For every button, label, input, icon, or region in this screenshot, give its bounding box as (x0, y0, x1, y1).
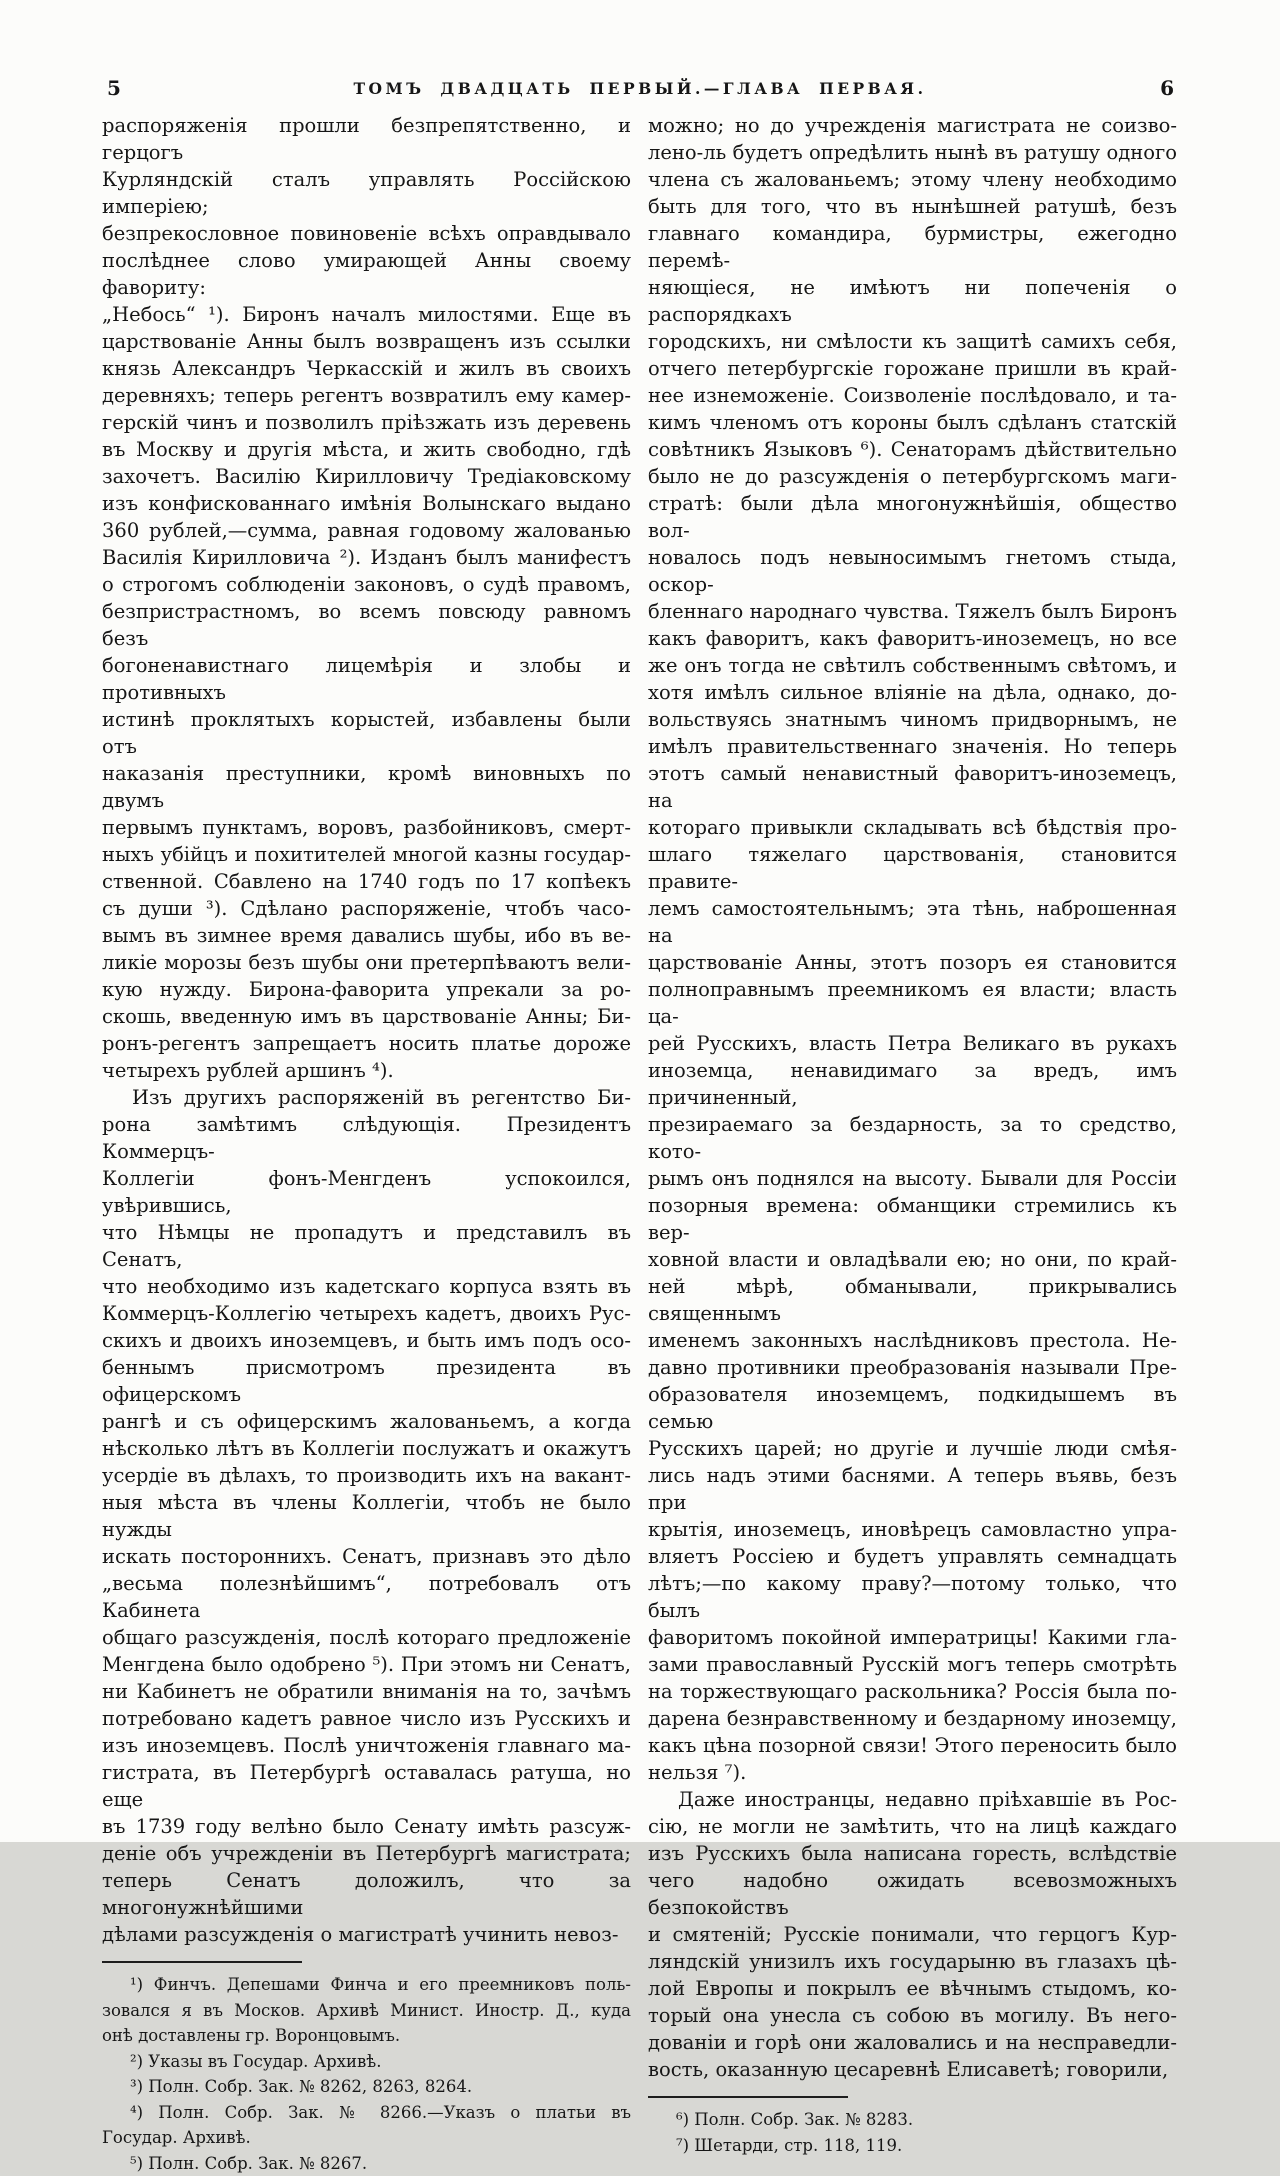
page-number-right: 6 (1160, 76, 1174, 100)
text-line: въ 1739 году велѣно было Сенату имѣть разсуж- (102, 1813, 631, 1840)
paragraph (102, 112, 631, 1084)
text-line: что необходимо изъ кадетскаго корпуса взять въ (102, 1273, 631, 1300)
footnote (102, 2100, 631, 2151)
text-line: иноземца, ненавидимаго за вредъ, имъ причиненный, (648, 1057, 1177, 1111)
text-line: ни Кабинетъ не обратили вниманія на то, зачѣмъ (102, 1678, 631, 1705)
left-footnotes (102, 1972, 631, 2176)
right-footnote-rule (648, 2096, 848, 2098)
text-line: Курляндскій сталъ управлять Россійскою имперіею; (102, 166, 631, 220)
text-line: на торжествующаго раскольника? Россія была по- (648, 1678, 1177, 1705)
text-line: послѣднее слово умирающей Анны своему фавориту: (102, 247, 631, 301)
text-line: хотя имѣлъ сильное вліяніе на дѣла, однако, до- (648, 679, 1177, 706)
text-line: шлаго тяжелаго царствованія, становится правите- (648, 841, 1177, 895)
text-line: новалось подъ невыносимымъ гнетомъ стыда, оскор- (648, 544, 1177, 598)
text-line: имѣлъ правительственнаго значенія. Но теперь (648, 733, 1177, 760)
text-line: онѣ доставлены гр. Воронцовымъ. (102, 2023, 631, 2049)
text-line: полноправнымъ преемникомъ ея власти; власть ца- (648, 976, 1177, 1030)
text-line: образователя иноземцемъ, подкидышемъ въ семью (648, 1381, 1177, 1435)
text-line: вольствуясь знатнымъ чиномъ придворнымъ, не (648, 706, 1177, 733)
text-line: лись надъ этими баснями. А теперь въявь, безъ при (648, 1462, 1177, 1516)
text-line: Изъ другихъ распоряженій въ регентство Би- (102, 1084, 631, 1111)
text-line: вымъ въ зимнее время давались шубы, ибо въ ве- (102, 922, 631, 949)
text-line: ликіе морозы безъ шубы они претерпѣваютъ вели- (102, 949, 631, 976)
footnote (648, 2133, 1177, 2159)
text-line: изъ конфискованнаго имѣнія Волынскаго выдано (102, 490, 631, 517)
text-line: главнаго командира, бурмистры, ежегодно перемѣ- (648, 220, 1177, 274)
text-columns (102, 112, 1177, 2176)
text-line: нѣсколько лѣтъ въ Коллегіи послужатъ и окажутъ (102, 1435, 631, 1462)
text-line: няющіеся, не имѣютъ ни попеченія о распорядкахъ (648, 274, 1177, 328)
text-line: лой Европы и покрылъ ее вѣчнымъ стыдомъ, ко- (648, 1975, 1177, 2002)
text-line: рона замѣтимъ слѣдующія. Президентъ Коммерцъ- (102, 1111, 631, 1165)
text-line: отчего петербургскіе горожане пришли въ край- (648, 355, 1177, 382)
text-line: 360 рублей,—сумма, равная годовому жалованью (102, 517, 631, 544)
text-line: „Небось“ ¹). Биронъ началъ милостями. Еще въ (102, 301, 631, 328)
text-line: Даже иностранцы, недавно пріѣхавшіе въ Рос- (648, 1786, 1177, 1813)
footnote (102, 2074, 631, 2100)
text-line: Василія Кирилловича ²). Изданъ былъ манифестъ (102, 544, 631, 571)
text-line: съ души ³). Сдѣлано распоряженіе, чтобъ часо- (102, 895, 631, 922)
text-line: о строгомъ соблюденіи законовъ, о судѣ правомъ, (102, 571, 631, 598)
text-line: ней мѣрѣ, обманывали, прикрывались священнымъ (648, 1273, 1177, 1327)
text-line: совѣтникъ Языковъ ⁶). Сенаторамъ дѣйствительно (648, 436, 1177, 463)
text-line: Русскихъ царей; но другіе и лучшіе люди смѣя- (648, 1435, 1177, 1462)
text-line: крытія, иноземецъ, иновѣрецъ самовластно упра- (648, 1516, 1177, 1543)
text-line: вость, оказанную цесаревнѣ Елисаветѣ; говорили, (648, 2056, 1177, 2083)
text-line: какъ фаворитъ, какъ фаворитъ-иноземецъ, но все (648, 625, 1177, 652)
text-line: герскій чинъ и позволилъ пріѣзжать изъ деревень (102, 409, 631, 436)
text-line: члена съ жалованьемъ; этому члену необходимо (648, 166, 1177, 193)
text-line: было не до разсужденія о петербургскомъ маги- (648, 463, 1177, 490)
text-line: царствованіе Анны былъ возвращенъ изъ ссылки (102, 328, 631, 355)
footnote (102, 1972, 631, 2049)
text-line: ⁴) Полн. Собр. Зак. № 8266.—Указъ о платьи въ (102, 2100, 631, 2126)
text-line: Государ. Архивѣ. (102, 2125, 631, 2151)
text-line: истинѣ проклятыхъ корыстей, избавлены были отъ (102, 706, 631, 760)
left-column-body (102, 112, 631, 1948)
text-line: четырехъ рублей аршинъ ⁴). (102, 1057, 631, 1084)
text-line: этотъ самый ненавистный фаворитъ-иноземецъ, на (648, 760, 1177, 814)
text-line: наказанія преступники, кромѣ виновныхъ по двумъ (102, 760, 631, 814)
text-line: ³) Полн. Собр. Зак. № 8262, 8263, 8264. (102, 2074, 631, 2100)
text-line: беннымъ присмотромъ президента въ офицерскомъ (102, 1354, 631, 1408)
text-line: кую нужду. Бирона-фаворита упрекали за ро- (102, 976, 631, 1003)
text-line: ⁶) Полн. Собр. Зак. № 8283. (648, 2107, 1177, 2133)
text-line: рангѣ и съ офицерскимъ жалованьемъ, а когда (102, 1408, 631, 1435)
text-line: кимъ членомъ отъ короны былъ сдѣланъ статскій (648, 409, 1177, 436)
text-line: какъ цѣна позорной связи! Этого переносить было (648, 1732, 1177, 1759)
text-line: дѣлами разсужденія о магистратѣ учинить невоз- (102, 1921, 631, 1948)
text-line: ⁷) Шетарди, стр. 118, 119. (648, 2133, 1177, 2159)
text-line: изъ иноземцевъ. Послѣ уничтоженія главнаго ма- (102, 1732, 631, 1759)
text-line: и смятеній; Русскіе понимали, что герцогъ Кур- (648, 1921, 1177, 1948)
text-line: сію, не могли не замѣтить, что на лицѣ каждаго (648, 1813, 1177, 1840)
text-line: рей Русскихъ, власть Петра Великаго въ рукахъ (648, 1030, 1177, 1057)
footnote (102, 2151, 631, 2176)
text-line: презираемаго за бездарность, за то средство, кото- (648, 1111, 1177, 1165)
text-line: распоряженія прошли безпрепятственно, и герцогъ (102, 112, 631, 166)
right-column (648, 112, 1177, 2176)
text-line: первымъ пунктамъ, воровъ, разбойниковъ, смерт- (102, 814, 631, 841)
text-line: скошь, введенную имъ въ царствованіе Анны; Би- (102, 1003, 631, 1030)
text-line: общаго разсужденія, послѣ котораго предложеніе (102, 1624, 631, 1651)
text-line: скихъ и двоихъ иноземцевъ, и быть имъ подъ осо- (102, 1327, 631, 1354)
text-line: „весьма полезнѣйшимъ“, потребовалъ отъ Кабинета (102, 1570, 631, 1624)
text-line: въ Москву и другія мѣста, и жить свободно, гдѣ (102, 436, 631, 463)
text-line: дованіи и горѣ они жаловались и на несправедли- (648, 2029, 1177, 2056)
text-line: ¹) Финчъ. Депешами Финча и его преемниковъ поль- (102, 1972, 631, 1998)
text-line: Коллегіи фонъ-Менгденъ успокоился, увѣрившись, (102, 1165, 631, 1219)
text-line: лѣтъ;—по какому праву?—потому только, что былъ (648, 1570, 1177, 1624)
text-line: изъ Русскихъ была написана горесть, вслѣдствіе (648, 1840, 1177, 1867)
text-line: ховной власти и овладѣвали ею; но они, по край- (648, 1246, 1177, 1273)
page-header (0, 76, 1280, 102)
footnote (648, 2107, 1177, 2133)
text-line: торый она унесла съ собою въ могилу. Въ него- (648, 2002, 1177, 2029)
text-line: котораго привыкли складывать всѣ бѣдствія про- (648, 814, 1177, 841)
text-line: ⁵) Полн. Собр. Зак. № 8267. (102, 2151, 631, 2176)
text-line: бленнаго народнаго чувства. Тяжелъ былъ Биронъ (648, 598, 1177, 625)
running-title: ТОМЪ ДВАДЦАТЬ ПЕРВЫЙ.—ГЛАВА ПЕРВАЯ. (0, 79, 1280, 98)
text-line: стратѣ: были дѣла многонужнѣйшія, общество вол- (648, 490, 1177, 544)
paragraph (102, 1084, 631, 1948)
text-line: лено-ль будетъ опредѣлить нынѣ въ ратушу одного (648, 139, 1177, 166)
text-line: же онъ тогда не свѣтилъ собственнымъ свѣтомъ, и (648, 652, 1177, 679)
paragraph (648, 1786, 1177, 2083)
text-line: деревняхъ; теперь регентъ возвратилъ ему камер- (102, 382, 631, 409)
text-line: можно; но до учрежденія магистрата не соизво- (648, 112, 1177, 139)
text-line: давно противники преобразованія называли Пре- (648, 1354, 1177, 1381)
right-footnotes (648, 2107, 1177, 2158)
text-line: усердіе въ дѣлахъ, то производить ихъ на вакант- (102, 1462, 631, 1489)
text-line: лемъ самостоятельнымъ; эта тѣнь, наброшенная на (648, 895, 1177, 949)
text-line: Коммерцъ-Коллегію четырехъ кадетъ, двоихъ Рус- (102, 1300, 631, 1327)
text-line: теперь Сенатъ доложилъ, что за многонужнѣйшими (102, 1867, 631, 1921)
text-line: безпрекословное повиновеніе всѣхъ оправдывало (102, 220, 631, 247)
text-line: позорныя времена: обманщики стремились къ вер- (648, 1192, 1177, 1246)
text-line: зами православный Русскій могъ теперь смотрѣть (648, 1651, 1177, 1678)
text-line: чего надобно ожидать всевозможныхъ безпокойствъ (648, 1867, 1177, 1921)
text-line: ронъ-регентъ запрещаетъ носить платье дороже (102, 1030, 631, 1057)
text-line: искать постороннихъ. Сенатъ, признавъ это дѣло (102, 1543, 631, 1570)
text-line: зовался я въ Москов. Архивѣ Минист. Иностр. Д., куда (102, 1998, 631, 2024)
text-line: дарена безнравственному и бездарному иноземцу, (648, 1705, 1177, 1732)
text-line: фаворитомъ покойной императрицы! Какими гла- (648, 1624, 1177, 1651)
text-line: ляндскій унизилъ ихъ государыню въ глазахъ цѣ- (648, 1948, 1177, 1975)
text-line: гистрата, въ Петербургѣ оставалась ратуша, но еще (102, 1759, 631, 1813)
left-footnote-rule (102, 1961, 302, 1963)
text-line: князь Александръ Черкасскій и жилъ въ своихъ (102, 355, 631, 382)
text-line: захочетъ. Василію Кирилловичу Тредіаковскому (102, 463, 631, 490)
text-line: ственной. Сбавлено на 1740 годъ по 17 копѣекъ (102, 868, 631, 895)
text-line: вляетъ Россіею и будетъ управлять семнадцать (648, 1543, 1177, 1570)
text-line: деніе объ учрежденіи въ Петербургѣ магистрата; (102, 1840, 631, 1867)
text-line: рымъ онъ поднялся на высоту. Бывали для Россіи (648, 1165, 1177, 1192)
text-line: богоненавистнаго лицемѣрія и злобы и противныхъ (102, 652, 631, 706)
right-column-body (648, 112, 1177, 2083)
text-line: потребовано кадетъ равное число изъ Русскихъ и (102, 1705, 631, 1732)
text-line: быть для того, что въ нынѣшней ратушѣ, безъ (648, 193, 1177, 220)
text-line: нее изнеможеніе. Соизволеніе послѣдовало, и та- (648, 382, 1177, 409)
text-line: безпристрастномъ, во всемъ повсюду равномъ безъ (102, 598, 631, 652)
left-column (102, 112, 631, 2176)
text-line: ныя мѣста въ члены Коллегіи, чтобъ не было нужды (102, 1489, 631, 1543)
text-line: Менгдена было одобрено ⁵). При этомъ ни Сенатъ, (102, 1651, 631, 1678)
text-line: нельзя ⁷). (648, 1759, 1177, 1786)
text-line: именемъ законныхъ наслѣдниковъ престола. Не- (648, 1327, 1177, 1354)
text-line: ²) Указы въ Государ. Архивѣ. (102, 2049, 631, 2075)
text-line: городскихъ, ни смѣлости къ защитѣ самихъ себя, (648, 328, 1177, 355)
paragraph (648, 112, 1177, 1786)
text-line: царствованіе Анны, этотъ позоръ ея становится (648, 949, 1177, 976)
page-number-left: 5 (107, 76, 121, 100)
text-line: что Нѣмцы не пропадутъ и представилъ въ Сенатъ, (102, 1219, 631, 1273)
text-line: ныхъ убійцъ и похитителей многой казны государ- (102, 841, 631, 868)
footnote (102, 2049, 631, 2075)
